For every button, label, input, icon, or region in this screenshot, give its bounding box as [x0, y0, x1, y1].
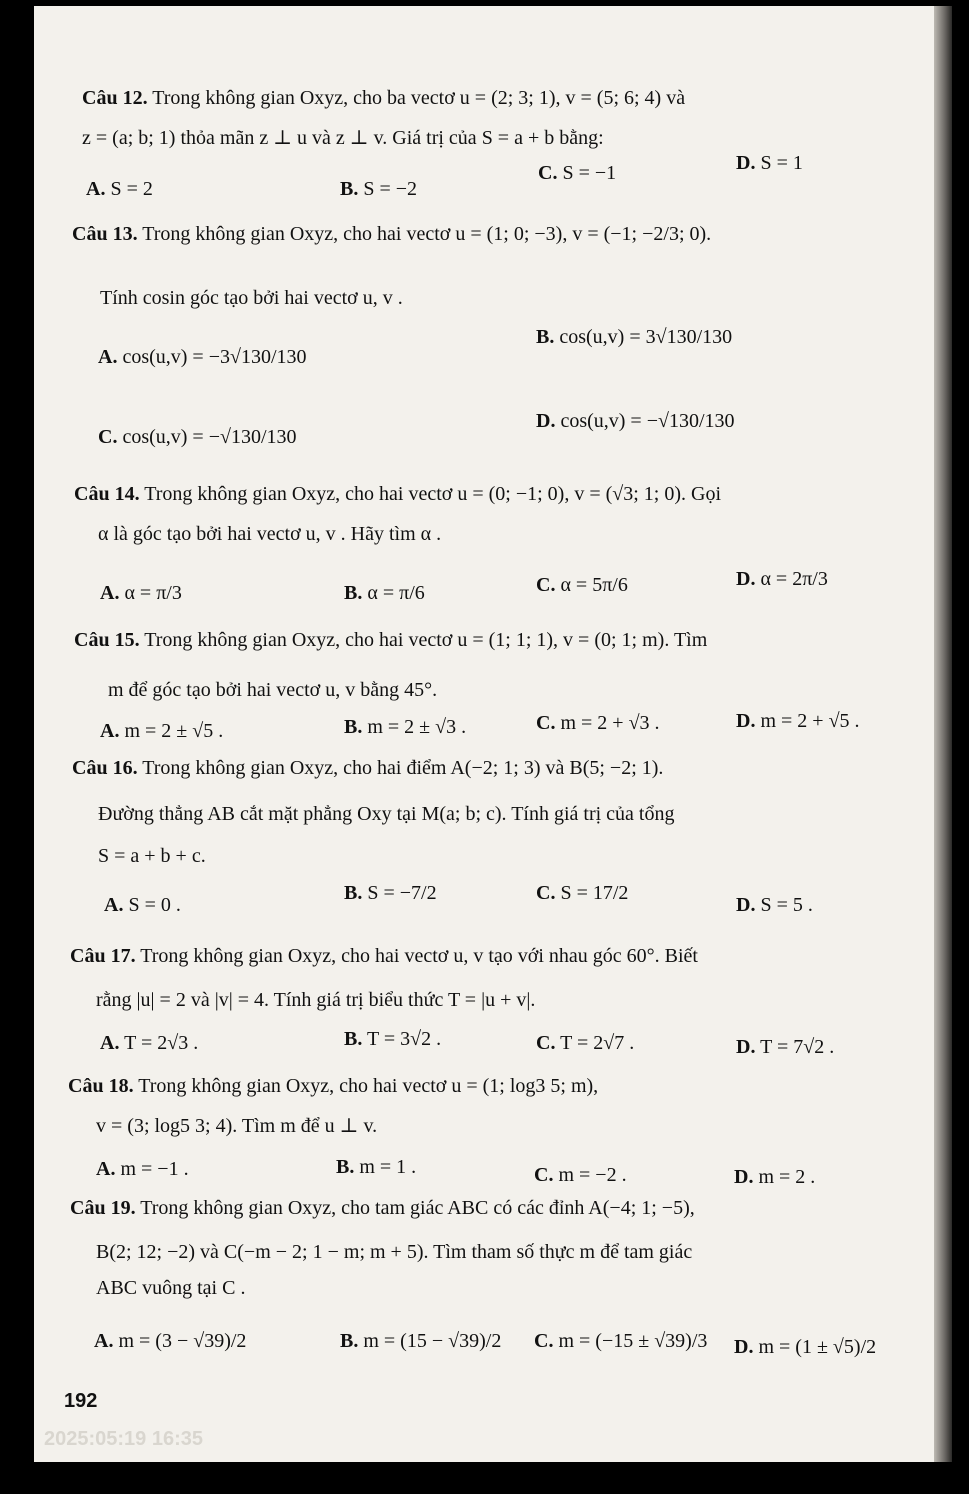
q14-option-c: C. α = 5π/6 — [536, 574, 628, 596]
q15-option-d: D. m = 2 + √5 . — [736, 710, 860, 732]
q17-option-c: C. T = 2√7 . — [536, 1032, 635, 1054]
q16-option-c: C. S = 17/2 — [536, 882, 629, 904]
q18-label: Câu 18. — [68, 1075, 134, 1097]
q13-option-b: B. cos(u,v) = 3√130/130 — [536, 326, 733, 348]
q13-line1 — [72, 222, 711, 246]
q18-option-c: C. m = −2 . — [534, 1164, 627, 1186]
q14-option-a: A. α = π/3 — [100, 582, 182, 604]
q14-option-d: D. α = 2π/3 — [736, 568, 828, 590]
q14-line2: α là góc tạo bởi hai vectơ u, v . Hãy tìm α . — [98, 523, 442, 545]
q13-label: Câu 13. — [72, 223, 138, 245]
q16-line2: Đường thẳng AB cắt mặt phẳng Oxy tại M(a; b; c). Tính giá trị của tổng — [98, 803, 675, 825]
q12-line1 — [82, 86, 685, 110]
q18-line2: v = (3; log5 3; 4). Tìm m để u ⊥ v. — [96, 1115, 378, 1137]
q14-line1 — [74, 482, 721, 506]
timestamp-watermark: 2025:05:19 16:35 — [44, 1428, 204, 1450]
q17-option-b: B. T = 3√2 . — [344, 1028, 442, 1050]
q16-text1: Trong không gian Oxyz, cho hai điểm A(−2; 1; 3) và B(5; −2; 1). — [142, 757, 664, 779]
q19-line3: ABC vuông tại C . — [96, 1277, 246, 1299]
q12-option-b: B. S = −2 — [340, 178, 418, 200]
q16-label: Câu 16. — [72, 757, 138, 779]
q17-label: Câu 17. — [70, 945, 136, 967]
q15-text1: Trong không gian Oxyz, cho hai vectơ u = (1; 1; 1), v = (0; 1; m). Tìm — [144, 629, 708, 651]
q12-option-a: A. S = 2 — [86, 178, 153, 200]
q12-option-d: D. S = 1 — [736, 152, 803, 174]
q18-option-a: A. m = −1 . — [96, 1158, 189, 1180]
q16-line3: S = a + b + c. — [98, 845, 206, 867]
q14-text1: Trong không gian Oxyz, cho hai vectơ u = (0; −1; 0), v = (√3; 1; 0). Gọi — [144, 483, 722, 505]
q17-option-a: A. T = 2√3 . — [100, 1032, 199, 1054]
q15-label: Câu 15. — [74, 629, 140, 651]
q19-line1 — [70, 1196, 695, 1220]
q17-text1: Trong không gian Oxyz, cho hai vectơ u, v tạo với nhau góc 60°. Biết — [140, 945, 698, 967]
book-page — [34, 6, 952, 1462]
q15-option-c: C. m = 2 + √3 . — [536, 712, 660, 734]
q18-option-b: B. m = 1 . — [336, 1156, 417, 1178]
q15-option-b: B. m = 2 ± √3 . — [344, 716, 467, 738]
q19-label: Câu 19. — [70, 1197, 136, 1219]
q13-option-d: D. cos(u,v) = −√130/130 — [536, 410, 735, 432]
q18-option-d: D. m = 2 . — [734, 1166, 816, 1188]
q19-line2: B(2; 12; −2) và C(−m − 2; 1 − m; m + 5). Tìm tham số thực m để tam giác — [96, 1241, 693, 1263]
q16-line1 — [72, 756, 663, 780]
q18-text1: Trong không gian Oxyz, cho hai vectơ u = (1; log3 5; m), — [138, 1075, 599, 1097]
q13-option-a: A. cos(u,v) = −3√130/130 — [98, 346, 307, 368]
q19-option-c: C. m = (−15 ± √39)/3 — [534, 1330, 708, 1352]
q18-line1 — [68, 1074, 598, 1098]
q15-line2: m để góc tạo bởi hai vectơ u, v bằng 45°. — [108, 679, 438, 701]
q13-line2: Tính cosin góc tạo bởi hai vectơ u, v . — [100, 287, 403, 309]
q16-option-a: A. S = 0 . — [104, 894, 181, 916]
q13-text1: Trong không gian Oxyz, cho hai vectơ u = (1; 0; −3), v = (−1; −2/3; 0). — [142, 223, 712, 245]
q19-option-d: D. m = (1 ± √5)/2 — [734, 1336, 877, 1358]
page-number: 192 — [64, 1390, 98, 1412]
q17-option-d: D. T = 7√2 . — [736, 1036, 835, 1058]
q14-label: Câu 14. — [74, 483, 140, 505]
q17-line1 — [70, 944, 698, 968]
q19-option-a: A. m = (3 − √39)/2 — [94, 1330, 247, 1352]
q12-line2: z = (a; b; 1) thỏa mãn z ⊥ u và z ⊥ v. Giá trị của S = a + b bằng: — [82, 127, 604, 149]
q17-line2: rằng |u| = 2 và |v| = 4. Tính giá trị biểu thức T = |u + v|. — [96, 989, 536, 1011]
q19-text1: Trong không gian Oxyz, cho tam giác ABC có các đỉnh A(−4; 1; −5), — [140, 1197, 695, 1219]
q16-option-b: B. S = −7/2 — [344, 882, 437, 904]
q15-option-a: A. m = 2 ± √5 . — [100, 720, 224, 742]
q12-text1: Trong không gian Oxyz, cho ba vectơ u = (2; 3; 1), v = (5; 6; 4) và — [152, 87, 686, 109]
q12-label: Câu 12. — [82, 87, 148, 109]
q13-option-c: C. cos(u,v) = −√130/130 — [98, 426, 297, 448]
page-binding-edge — [934, 6, 952, 1462]
q16-option-d: D. S = 5 . — [736, 894, 813, 916]
q19-option-b: B. m = (15 − √39)/2 — [340, 1330, 502, 1352]
q15-line1 — [74, 628, 707, 652]
q14-option-b: B. α = π/6 — [344, 582, 425, 604]
q12-option-c: C. S = −1 — [538, 162, 617, 184]
